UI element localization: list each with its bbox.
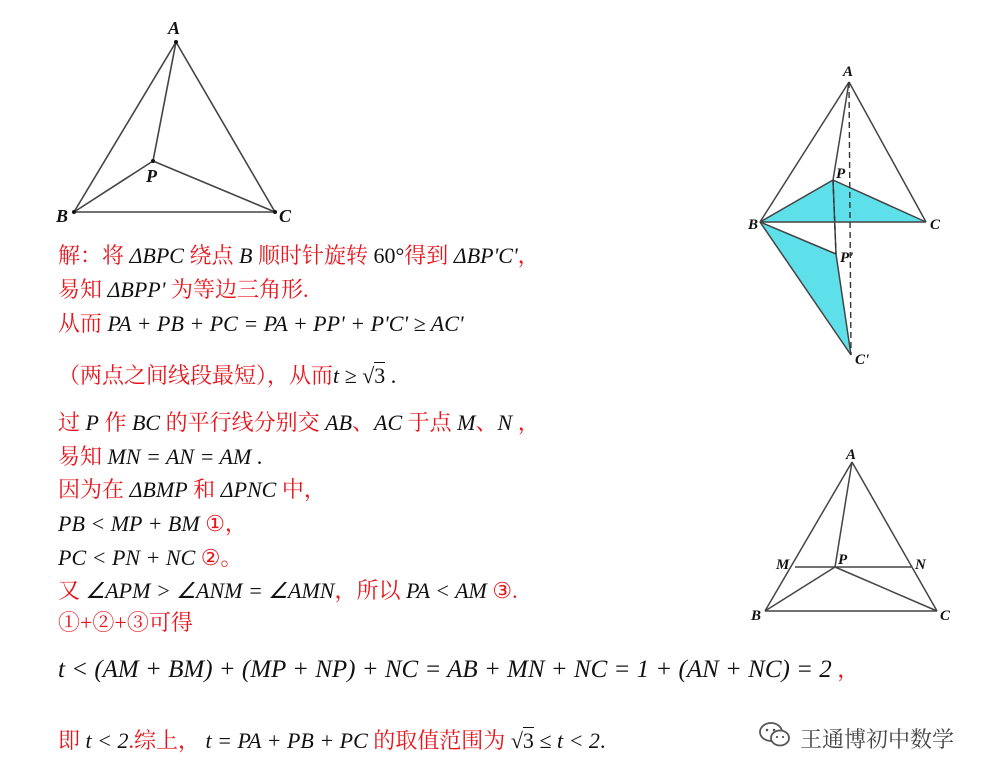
figure-rotation xyxy=(740,60,960,370)
solution-line-4 xyxy=(58,362,396,390)
fig2-label-c-prime: C' xyxy=(855,352,870,368)
text: 和 xyxy=(193,477,216,502)
text: 作 xyxy=(104,410,127,435)
math-expr: ≤ t < 2 xyxy=(533,728,600,753)
solution-line-7 xyxy=(58,476,326,504)
fig1-label-a: A xyxy=(168,18,181,38)
math-expr: P xyxy=(85,410,99,435)
math-expr: ΔBPC xyxy=(129,243,184,268)
text: ， xyxy=(517,243,540,268)
text: 、 xyxy=(352,410,375,435)
math-expr: BC xyxy=(131,410,161,435)
text: 顺时针旋转 xyxy=(257,243,368,268)
fig1-label-b: B xyxy=(56,206,69,226)
math-expr: t < 2 xyxy=(85,728,129,753)
math-expr: t < (AM + BM) + (MP + NP) + NC = AB + MN + NC = 1 + (AN + NC) = 2 xyxy=(58,656,832,683)
math-expr: AC xyxy=(374,410,403,435)
math-expr: 3 xyxy=(522,728,534,753)
text: ， xyxy=(517,410,540,435)
text: ①， xyxy=(205,511,247,536)
text: ①+②+③可得 xyxy=(58,610,193,635)
fig2-label-p: P xyxy=(836,166,846,182)
fig3-label-n: N xyxy=(915,557,926,573)
watermark xyxy=(758,718,954,758)
sqrt-symbol: √ xyxy=(362,363,375,388)
math-expr: AB xyxy=(325,410,353,435)
sqrt-symbol: √ xyxy=(510,728,523,753)
math-expr: 3 xyxy=(374,363,386,388)
math-expr: PB < MP + BM xyxy=(58,511,200,536)
figure-parallel-mn xyxy=(745,440,965,625)
math-expr: t ≥ xyxy=(333,363,363,388)
fig2-label-a: A xyxy=(843,64,854,80)
fig2-label-p-prime: P' xyxy=(840,250,854,266)
watermark-text: 王通博初中数学 xyxy=(800,727,955,753)
text: ②。 xyxy=(200,545,243,570)
math-expr: M xyxy=(457,410,476,435)
text: .综上， xyxy=(128,728,200,753)
solution-line-5 xyxy=(58,409,540,437)
math-expr: MN = AN = AM xyxy=(107,444,252,469)
wechat-icon xyxy=(758,720,792,756)
math-expr: ΔBPP' xyxy=(107,277,166,302)
text: 于点 xyxy=(407,410,452,435)
fig1-label-p: P xyxy=(146,166,157,186)
text: 解：将 xyxy=(58,243,125,268)
math-expr: ΔPNC xyxy=(220,477,277,502)
fig3-label-a: A xyxy=(846,447,857,463)
text: ， xyxy=(837,657,860,682)
fig3-label-c: C xyxy=(940,608,951,624)
text: 的平行线分别交 xyxy=(165,410,320,435)
solution-line-10 xyxy=(58,577,518,605)
solution-line-6 xyxy=(58,443,262,471)
fig1-label-c: C xyxy=(279,206,292,226)
math-expr: PA < AM xyxy=(405,578,487,603)
text: 易知 xyxy=(58,444,103,469)
math-expr: B xyxy=(239,243,253,268)
text: 因为在 xyxy=(58,477,125,502)
text: . xyxy=(385,363,397,388)
text: 从而 xyxy=(58,311,103,336)
solution-line-13 xyxy=(58,727,605,755)
text: 、 xyxy=(475,410,498,435)
text: 的取值范围为 xyxy=(373,728,506,753)
text: . xyxy=(251,444,263,469)
text: . xyxy=(599,728,606,753)
solution-line-3 xyxy=(58,310,464,338)
math-expr: ΔBP'C' xyxy=(453,243,518,268)
text: 中， xyxy=(281,477,326,502)
fig2-label-b: B xyxy=(748,217,759,233)
fig3-label-b: B xyxy=(751,608,762,624)
text: （两点之间线段最短），从而 xyxy=(58,363,334,388)
text: 又 xyxy=(58,578,81,603)
fig3-label-p: P xyxy=(838,552,848,568)
fig3-label-m: M xyxy=(776,557,790,573)
math-expr: 60° xyxy=(373,243,405,268)
solution-line-9 xyxy=(58,544,243,572)
fig2-label-c: C xyxy=(930,217,941,233)
solution-line-2 xyxy=(58,276,308,304)
math-expr: ∠APM > ∠ANM = ∠AMN xyxy=(85,578,335,603)
text: 为等边三角形. xyxy=(170,277,309,302)
math-expr: N xyxy=(497,410,513,435)
text: 易知 xyxy=(58,277,103,302)
solution-line-1 xyxy=(58,242,540,270)
text: 过 xyxy=(58,410,81,435)
text: 得到 xyxy=(404,243,449,268)
math-expr: t = PA + PB + PC xyxy=(205,728,368,753)
math-expr: PC < PN + NC xyxy=(58,545,196,570)
solution-line-11 xyxy=(58,609,193,637)
solution-line-8 xyxy=(58,510,247,538)
figure-triangle-abc-point-p xyxy=(40,10,360,240)
math-expr: PA + PB + PC = PA + PP' + P'C' ≥ AC' xyxy=(107,311,464,336)
solution-line-12 xyxy=(58,656,859,684)
text: ，所以 xyxy=(334,578,401,603)
text: ③. xyxy=(492,578,518,603)
text: 即 xyxy=(58,728,81,753)
text: 绕点 xyxy=(189,243,234,268)
math-expr: ΔBMP xyxy=(129,477,188,502)
